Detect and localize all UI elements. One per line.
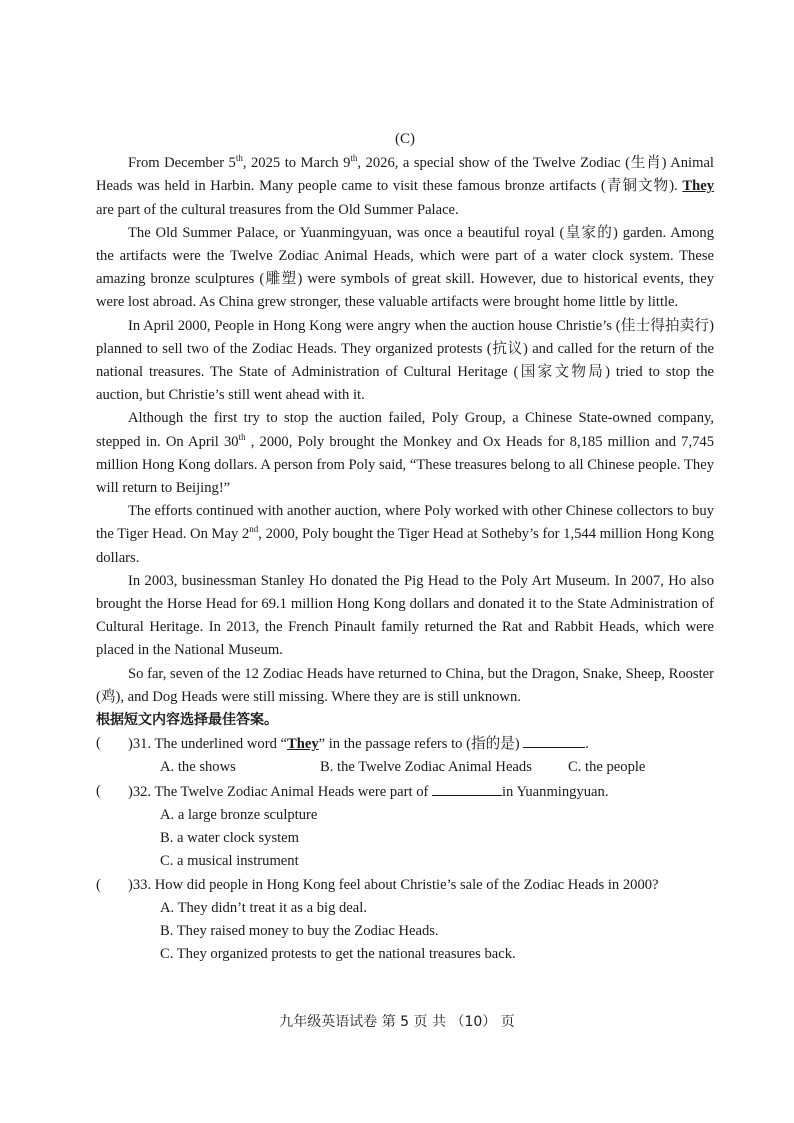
question-31 (96, 732, 714, 756)
question-stem: )32. The Twelve Zodiac Animal Heads were part of in Yuanmingyuan. (128, 780, 714, 804)
passage-paragraph-5: The efforts continued with another auction, where Poly worked with other Chinese collectors to buy the Tiger Head. On May 2nd, 2000, Poly bought the Tiger Head at Sotheby’s for 1,544 million Hong Kong dollars. (96, 503, 714, 566)
option-c[interactable]: C. They organized protests to get the national treasures back. (160, 946, 516, 963)
question-32 (96, 780, 714, 804)
option-b[interactable]: B. They raised money to buy the Zodiac Heads. (160, 922, 439, 939)
passage-paragraph-1: From December 5th, 2025 to March 9th, 2026, a special show of the Twelve Zodiac (生肖) Animal Heads was held in Harbin. Many people came to visit these famous bronze artifacts (青铜文物). They are part of the cultural treasures from the Old Summer Palace. (96, 153, 714, 218)
instruction-heading: 根据短文内容选择最佳答案。 (96, 712, 278, 729)
option-c[interactable]: C. a musical instrument (160, 853, 299, 870)
passage-paragraph-6: In 2003, businessman Stanley Ho donated the Pig Head to the Poly Art Museum. In 2007, Ho also brought the Horse Head for 69.1 million Hong Kong dollars and donated it to the State Administration of Cultural Heritage. In 2013, the French Pinault family returned the Rat and Rabbit Heads, which were placed in the National Museum. (96, 572, 714, 659)
question-33 (96, 874, 714, 897)
passage-paragraph-3: In April 2000, People in Hong Kong were angry when the auction house Christie’s (佳士得拍卖行) planned to sell two of the Zodiac Heads. They organized protests (抗议) and called for the return of the national treasures. The State of Administration of Cultural Heritage (国家文物局) tried to stop the auction, but Christie’s still went ahead with it. (96, 317, 714, 404)
exam-page (96, 128, 714, 966)
section-label: (C) (395, 131, 415, 147)
answer-bracket[interactable]: ( (96, 782, 101, 799)
option-a[interactable]: A. They didn’t treat it as a big deal. (160, 899, 367, 916)
answer-bracket[interactable]: ( (96, 876, 101, 893)
question-31-options (96, 756, 714, 779)
question-stem: )33. How did people in Hong Kong feel about Christie’s sale of the Zodiac Heads in 2000? (128, 876, 659, 893)
answer-bracket[interactable]: ( (96, 735, 101, 752)
answer-blank[interactable] (523, 732, 585, 748)
passage-paragraph-7: So far, seven of the 12 Zodiac Heads have returned to China, but the Dragon, Snake, Sheep, Rooster (鸡), and Dog Heads were still missing. Where they are is still unknown. (96, 665, 714, 705)
page-footer: 九年级英语试卷 第 5 页 共 （10） 页 (279, 1014, 515, 1030)
underlined-word-they: They (682, 178, 714, 195)
option-a[interactable]: A. a large bronze sculpture (160, 806, 318, 823)
question-stem: )31. The underlined word “They” in the passage refers to (指的是) . (128, 732, 714, 756)
option-b[interactable]: B. the Twelve Zodiac Animal Heads (320, 759, 532, 776)
answer-blank[interactable] (432, 780, 502, 796)
passage-paragraph-2: The Old Summer Palace, or Yuanmingyuan, was once a beautiful royal (皇家的) garden. Among the artifacts were the Twelve Zodiac Animal Heads, which were part of a water clock system. These amazing bronze sculptures (雕塑) were symbols of great skill. However, due to historical events, they were lost abroad. As China grew stronger, these valuable artifacts were brought home little by little. (96, 224, 714, 311)
option-c[interactable]: C. the people (568, 759, 646, 776)
passage-paragraph-4: Although the first try to stop the auction failed, Poly Group, a Chinese State-owned company, stepped in. On April 30th , 2000, Poly brought the Monkey and Ox Heads for 8,185 million and 7,745 million Hong Kong dollars. A person from Poly said, “These treasures belong to all Chinese people. They will return to Beijing!” (96, 410, 714, 497)
option-b[interactable]: B. a water clock system (160, 830, 300, 847)
option-a[interactable]: A. the shows (160, 759, 236, 776)
